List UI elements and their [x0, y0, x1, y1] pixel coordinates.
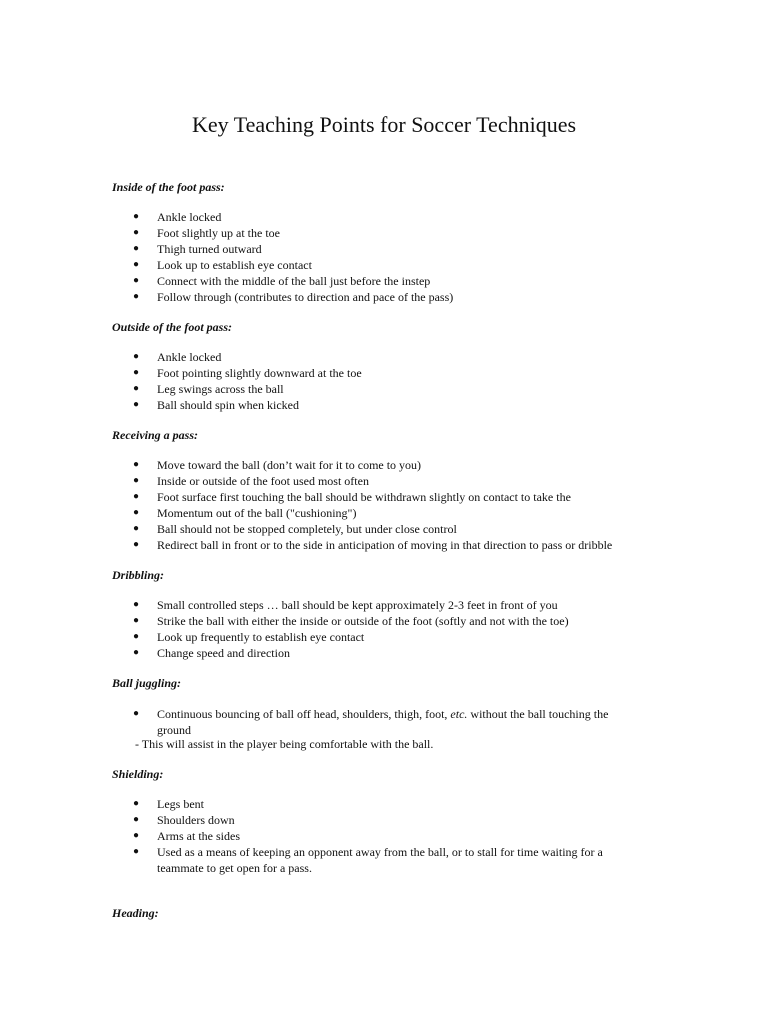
section-heading-ball-juggling: Ball juggling:: [112, 676, 182, 690]
list-item: Strike the ball with either the inside or outside of the foot (softly and not with the toe): [157, 614, 569, 628]
bullet-icon: ●: [133, 351, 140, 362]
bullet-icon: ●: [133, 830, 140, 841]
list-item-text: Continuous bouncing of ball off head, shoulders, thigh, foot,: [157, 707, 451, 721]
list-item: Redirect ball in front or to the side in anticipation of moving in that direction to pass or dribble: [157, 538, 613, 552]
section-note: - This will assist in the player being comfortable with the ball.: [135, 737, 434, 751]
list-item-continuation: teammate to get open for a pass.: [157, 861, 312, 875]
bullet-icon: ●: [133, 798, 140, 809]
bullet-icon: ●: [133, 523, 140, 534]
bullet-icon: ●: [133, 243, 140, 254]
list-item: Follow through (contributes to direction and pace of the pass): [157, 290, 454, 304]
section-heading-inside-foot-pass: Inside of the foot pass:: [112, 180, 225, 194]
list-item: Small controlled steps … ball should be kept approximately 2-3 feet in front of you: [157, 598, 558, 612]
bullet-icon: ●: [133, 227, 140, 238]
bullet-icon: ●: [133, 507, 140, 518]
bullet-icon: ●: [133, 211, 140, 222]
bullet-icon: ●: [133, 399, 140, 410]
section-heading-heading: Heading:: [112, 906, 159, 920]
list-item: Momentum out of the ball ("cushioning"): [157, 506, 357, 520]
bullet-icon: ●: [133, 259, 140, 270]
bullet-icon: ●: [133, 814, 140, 825]
section-heading-dribbling: Dribbling:: [112, 568, 165, 582]
list-item-text: ground: [157, 723, 191, 737]
bullet-icon: ●: [133, 459, 140, 470]
section-heading-receiving-pass: Receiving a pass:: [112, 428, 198, 442]
list-item: Leg swings across the ball: [157, 382, 284, 396]
list-item: [157, 706, 647, 738]
bullet-icon: ●: [133, 383, 140, 394]
bullet-icon: ●: [133, 647, 140, 658]
bullet-icon: ●: [133, 708, 140, 719]
list-item: Ball should spin when kicked: [157, 398, 299, 412]
list-item: Ankle locked: [157, 350, 222, 364]
section-heading-outside-foot-pass: Outside of the foot pass:: [112, 320, 232, 334]
list-item: Look up frequently to establish eye contact: [157, 630, 365, 644]
list-item-italic: etc.: [450, 707, 468, 721]
bullet-icon: ●: [133, 367, 140, 378]
list-item: Ball should not be stopped completely, but under close control: [157, 522, 457, 536]
list-item: Foot slightly up at the toe: [157, 226, 280, 240]
bullet-icon: ●: [133, 846, 140, 857]
page-title: Key Teaching Points for Soccer Techniques: [191, 112, 577, 137]
list-item: Move toward the ball (don’t wait for it to come to you): [157, 458, 422, 472]
list-item: Look up to establish eye contact: [157, 258, 312, 272]
list-item: Used as a means of keeping an opponent away from the ball, or to stall for time waiting for a: [157, 845, 603, 859]
bullet-icon: ●: [133, 615, 140, 626]
bullet-icon: ●: [133, 539, 140, 550]
bullet-icon: ●: [133, 491, 140, 502]
bullet-icon: ●: [133, 275, 140, 286]
list-item: Connect with the middle of the ball just before the instep: [157, 274, 431, 288]
bullet-icon: ●: [133, 599, 140, 610]
list-item: Inside or outside of the foot used most often: [157, 474, 369, 488]
list-item: Ankle locked: [157, 210, 222, 224]
list-item: Arms at the sides: [157, 829, 240, 843]
bullet-icon: ●: [133, 291, 140, 302]
section-heading-shielding: Shielding:: [112, 767, 164, 781]
list-item: Legs bent: [157, 797, 204, 811]
bullet-icon: ●: [133, 631, 140, 642]
list-item-text: without the ball touching the: [467, 707, 609, 721]
list-item: Thigh turned outward: [157, 242, 262, 256]
list-item: Shoulders down: [157, 813, 235, 827]
bullet-icon: ●: [133, 475, 140, 486]
list-item: Foot surface first touching the ball should be withdrawn slightly on contact to take the: [157, 490, 571, 504]
list-item: Foot pointing slightly downward at the toe: [157, 366, 362, 380]
list-item: Change speed and direction: [157, 646, 290, 660]
